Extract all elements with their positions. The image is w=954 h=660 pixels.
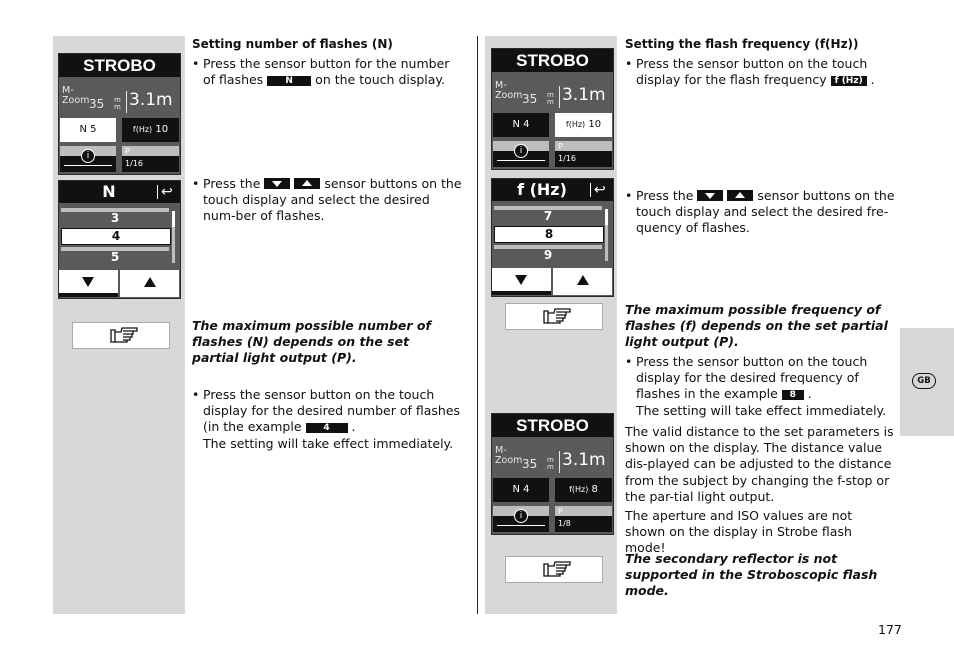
selector-title: N [102, 182, 116, 201]
mm-unit: m m [114, 96, 121, 111]
down-button[interactable] [492, 268, 551, 295]
arrow-down-icon [264, 178, 290, 189]
value-chip: 8 [782, 390, 804, 400]
text: Press the [636, 188, 694, 203]
info-button[interactable] [493, 506, 549, 532]
text: . [870, 72, 875, 88]
selector-header [59, 181, 180, 203]
mm-unit: m m [547, 91, 554, 106]
p-label: P [125, 147, 130, 156]
note-hand-box [505, 556, 603, 583]
arrow-down-icon [515, 275, 527, 285]
info-icon: i [81, 149, 95, 163]
back-icon[interactable]: ↩ [161, 184, 173, 200]
frequency-label: f(Hz) [569, 485, 589, 494]
mzoom-label: M- Zoom [495, 80, 523, 101]
strobo-display-left [58, 53, 181, 175]
scrollbar[interactable] [172, 211, 175, 263]
separator [559, 451, 560, 473]
down-button[interactable] [59, 270, 118, 297]
left-bullet-1 [192, 56, 464, 88]
frequency-value: 10 [588, 119, 602, 130]
selector-item[interactable]: 7 [543, 209, 553, 223]
frequency-label: f(Hz) [565, 120, 586, 129]
note-hand-box [72, 322, 170, 349]
left-heading: Setting number of flashes (N) [192, 37, 393, 51]
info-underline [497, 525, 545, 526]
arrow-up-icon [577, 275, 589, 285]
text: Press the sensor button on the touch display for the flash frequency [636, 56, 868, 88]
info-button[interactable] [493, 141, 549, 167]
column-divider [477, 36, 478, 614]
right-note-2: The secondary reflector is not supported in the Stroboscopic flash mode. [625, 551, 878, 599]
p-value: 1/16 [558, 154, 576, 163]
arrow-down-icon [697, 190, 723, 201]
p-bar [555, 141, 612, 151]
arrow-up-icon [727, 190, 753, 201]
left-bullet-3 [192, 387, 464, 452]
bullet-dot: • [192, 56, 200, 71]
text: The setting will take effect immediately. [636, 402, 887, 418]
left-note: The maximum possible number of flashes (N) depends on the set partial light output (P). [192, 318, 431, 366]
bullet-dot: • [625, 56, 633, 71]
text: Press the sensor button on the touch display for the desired frequency of flashes in the example [636, 354, 868, 402]
frequency-button[interactable] [122, 118, 179, 142]
info-icon: i [514, 144, 528, 158]
separator [126, 91, 127, 113]
bullet-dot: • [625, 188, 633, 203]
right-note: The maximum possible frequency of flashes (f) depends on the set partial light output (P). [625, 302, 888, 350]
frequency-value: 8 [591, 484, 598, 495]
distance-value: 3.1m [562, 450, 606, 470]
page-number: 177 [878, 622, 902, 637]
strobo-display-right-1 [491, 48, 614, 170]
text: on the touch display. [315, 72, 446, 88]
text: sensor buttons on the touch display and select the desired fre-quency of flashes. [636, 188, 895, 236]
right-bullet-2 [625, 188, 897, 237]
text: The setting will take effect immediately. [203, 435, 454, 451]
separator [559, 86, 560, 108]
p-bar [555, 506, 612, 516]
frequency-selector-panel [491, 178, 614, 297]
scroll-thumb [605, 209, 608, 225]
bullet-text [636, 188, 897, 237]
zoom-value: 35 [522, 457, 538, 471]
language-badge: GB [912, 373, 936, 389]
note-hand-box [505, 303, 603, 330]
bullet-dot: • [192, 176, 200, 191]
selector-item-current[interactable]: 4 [61, 228, 171, 245]
bullet-text [636, 56, 897, 88]
f-button-chip: f (Hz) [831, 76, 867, 86]
pointing-hand-icon [542, 307, 572, 326]
scroll-thumb [172, 211, 175, 227]
right-heading: Setting the flash frequency (f(Hz)) [625, 37, 859, 51]
header-separator [590, 183, 591, 197]
mm-unit: m m [547, 456, 554, 471]
value-chip: 4 [306, 423, 348, 433]
left-bullet-2 [192, 176, 464, 225]
scrollbar[interactable] [605, 209, 608, 261]
selector-item[interactable]: 5 [110, 250, 120, 264]
frequency-label: f(Hz) [132, 125, 153, 134]
info-underline [497, 160, 545, 161]
selector-item[interactable]: 9 [543, 248, 553, 262]
back-icon[interactable]: ↩ [594, 182, 606, 198]
strobo-display-right-2 [491, 413, 614, 535]
flash-count-button[interactable]: N 4 [493, 478, 549, 502]
selector-title: f (Hz) [517, 180, 567, 199]
n-button-chip: N [267, 76, 311, 86]
info-icon: i [514, 509, 528, 523]
n-selector-panel [58, 180, 181, 299]
p-value: 1/16 [125, 159, 143, 168]
flash-count-button[interactable]: N 5 [60, 118, 116, 142]
pointing-hand-icon [109, 326, 139, 345]
frequency-value: 10 [155, 124, 169, 135]
p-label: P [558, 142, 563, 151]
text: . [807, 386, 812, 402]
right-bullet-3 [625, 354, 900, 419]
p-label: P [558, 507, 563, 516]
right-bullet-1 [625, 56, 897, 88]
p-value: 1/8 [558, 519, 571, 528]
display-title: STROBO [492, 414, 613, 437]
display-title: STROBO [59, 54, 180, 77]
up-button[interactable] [553, 268, 612, 295]
distance-value: 3.1m [129, 90, 173, 110]
zoom-value: 35 [89, 97, 105, 111]
flash-count-button[interactable]: N 4 [493, 113, 549, 137]
partial-output-button[interactable] [555, 506, 612, 532]
text: sensor buttons on the touch display and select the desired num-ber of flashes. [203, 176, 462, 224]
zoom-value: 35 [522, 92, 538, 106]
info-button[interactable] [60, 146, 116, 172]
pointing-hand-icon [542, 560, 572, 579]
display-title: STROBO [492, 49, 613, 72]
frequency-button[interactable] [555, 478, 612, 502]
bullet-dot: • [192, 387, 200, 402]
mzoom-label: M- Zoom [62, 85, 90, 106]
text: Press the [203, 176, 261, 191]
p-bar [122, 146, 179, 156]
frequency-button[interactable] [555, 113, 612, 137]
partial-output-button[interactable] [122, 146, 179, 172]
info-underline [64, 165, 112, 166]
mzoom-label: M- Zoom [495, 445, 523, 466]
right-paragraph-1: The valid distance to the set parameters is shown on the display. The distance value dis-played can be adjusted to the distance from the subject by changing the f-stop or the par-tial light output. [625, 424, 894, 504]
arrow-up-icon [144, 277, 156, 287]
selector-header [492, 179, 613, 201]
text: Press the sensor button for the number of flashes [203, 56, 450, 88]
bullet-dot: • [625, 354, 633, 369]
distance-value: 3.1m [562, 85, 606, 105]
text: Press the sensor button on the touch display for the desired number of flashes (in the example [203, 387, 461, 435]
up-button[interactable] [120, 270, 179, 297]
partial-output-button[interactable] [555, 141, 612, 167]
arrow-up-icon [294, 178, 320, 189]
bullet-text [636, 354, 900, 419]
header-separator [157, 185, 158, 199]
selector-item-current[interactable]: 8 [494, 226, 604, 243]
bullet-text [203, 176, 464, 225]
right-paragraph-2: The aperture and ISO values are not shown on the display in Strobe flash mode! [625, 508, 853, 556]
selector-item[interactable]: 3 [110, 211, 120, 225]
bullet-text [203, 387, 464, 452]
arrow-down-icon [82, 277, 94, 287]
text: . [351, 419, 356, 435]
bullet-text [203, 56, 464, 88]
